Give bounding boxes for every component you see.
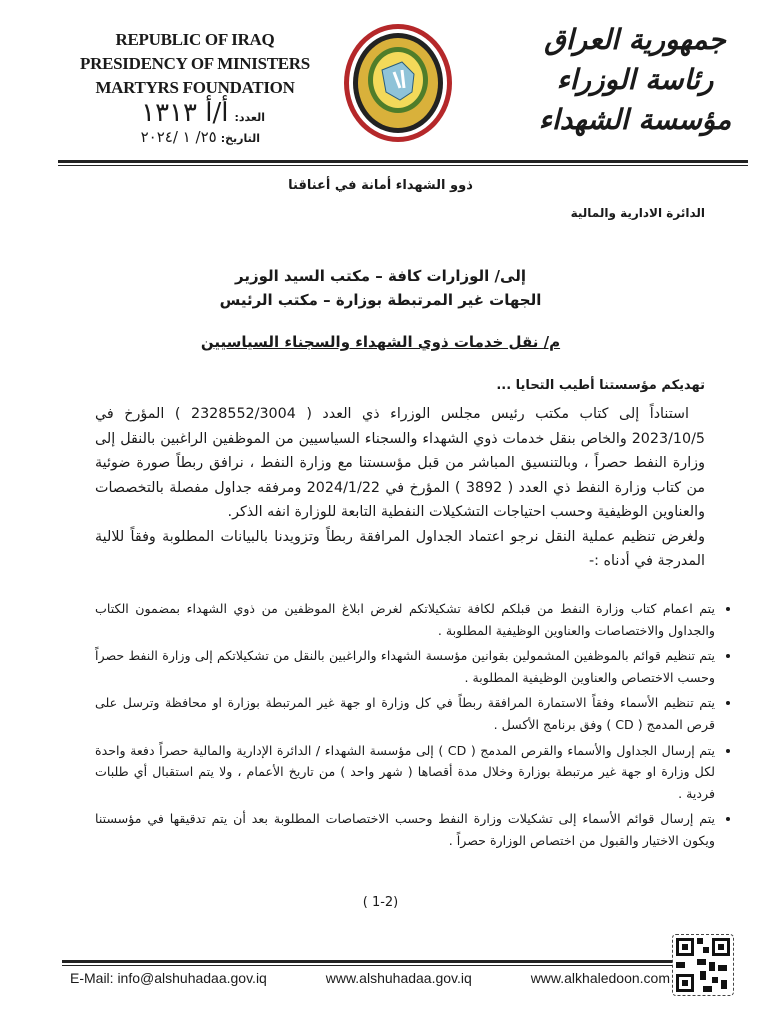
header-divider bbox=[58, 165, 748, 166]
list-item: • يتم إرسال الجداول والأسماء والقرص المدمج ( CD ) إلى مؤسسة الشهداء / الدائرة الإدارية والمالية حصراً دفعة واحدة لكل وزارة او جهة غير مرتبطة بوزارة وخلال مدة أقصاها ( شهر واحد ) من تاريخ الأعمام ، ولا يتم استقبال أي طلبات فردية . bbox=[95, 740, 715, 805]
list-item: • يتم اعمام كتاب وزارة النفط من قبلكم لكافة تشكيلاتكم لغرض ابلاغ الموظفين من ذوي الشهداء بمضمون الكتاب والجداول والاختصاصات والعناوين الوظيفية المطلوبة . bbox=[95, 598, 715, 641]
header-divider bbox=[58, 160, 748, 163]
letterhead-line: جمهورية العراق bbox=[544, 23, 726, 56]
letterhead-line: رئاسة الوزراء bbox=[556, 63, 714, 96]
ref-value: أ/أ ١٣١٣ bbox=[141, 98, 229, 128]
footer-divider bbox=[62, 960, 672, 963]
letterhead-line: PRESIDENCY OF MINISTERS bbox=[80, 54, 310, 73]
letterhead-line: مؤسسة الشهداء bbox=[538, 103, 732, 136]
ref-label: العدد: bbox=[234, 111, 265, 124]
letterhead-line: REPUBLIC OF IRAQ bbox=[115, 30, 275, 49]
document-date bbox=[110, 128, 260, 146]
footer-divider bbox=[62, 965, 672, 966]
list-item: • يتم تنظيم الأسماء وفقاً الاستمارة المرافقة ربطاً في كل وزارة او جهة غير المرتبطة بوزارة او محافظة وترسل على قرص المدمج ( CD ) وفق برنامج الأكسل . bbox=[95, 692, 715, 735]
list-item: • يتم تنظيم قوائم بالموظفين المشمولين بقوانين مؤسسة الشهداء والراغبين بالنقل من تشكيلاتكم إلى وزارة النفط حصراً وحسب الاختصاص والعناوين الوظيفية المطلوبة . bbox=[95, 645, 715, 688]
motto: ذوو الشهداء أمانة في أعناقنا bbox=[288, 178, 473, 193]
qr-code bbox=[672, 934, 734, 996]
footer-website[interactable]: www.alshuhadaa.gov.iq bbox=[325, 970, 472, 986]
date-label: التاريخ: bbox=[220, 132, 260, 145]
body-paragraph: استناداً إلى كتاب مكتب رئيس مجلس الوزراء ذي العدد ( 2328552/3004 ) المؤرخ في 2023/10/5 والخاص بنقل خدمات ذوي الشهداء والسجناء السياسيين من الموظفين الراغبين بالنقل إلى وزارة النفط حصراً ، وبالتنسيق المباشر من قبل مؤسستنا مع وزارة النفط ، نرافق ربطاً صورة ضوئية من كتاب وزارة النفط ذي العدد ( 3892 ) المؤرخ في 2024/1/22 ومرفقه جداول مفصلة بالتخصصات والعناوين الوظيفية وحسب احتياجات التشكيلات النفطية التابعة للوزارة انفه الذكر. bbox=[95, 406, 705, 520]
addressees bbox=[0, 264, 761, 312]
footer-email[interactable]: E-Mail: info@alshuhadaa.gov.iq bbox=[70, 970, 267, 986]
footer-website[interactable]: www.alkhaledoon.com bbox=[530, 970, 670, 986]
date-value: ٢٥/ ١ /٢٠٢٤ bbox=[140, 128, 217, 146]
page-number: ( 1-2) bbox=[362, 895, 399, 910]
subject bbox=[0, 333, 761, 351]
letterhead-line: MARTYRS FOUNDATION bbox=[95, 78, 295, 97]
procedure-list bbox=[95, 598, 731, 856]
greeting: تهديكم مؤسستنا أطيب التحايا ... bbox=[496, 378, 705, 393]
body-paragraph: ولغرض تنظيم عملية النقل نرجو اعتماد الجداول المرافقة ربطاً وتزويدنا بالبيانات المطلوبة وفقاً للالية المدرجة في أدناه :- bbox=[95, 528, 705, 569]
foundation-emblem bbox=[342, 22, 454, 144]
department: الدائرة الادارية والمالية bbox=[570, 206, 705, 220]
addressee-line: إلى/ الوزارات كافة – مكتب السيد الوزير bbox=[235, 267, 526, 285]
footer bbox=[70, 970, 670, 986]
reference-number bbox=[95, 98, 265, 128]
letter-body bbox=[95, 402, 705, 574]
subject-text: م/ نقل خدمات ذوي الشهداء والسجناء السياسيين bbox=[200, 333, 561, 351]
list-item: • يتم إرسال قوائم الأسماء إلى تشكيلات وزارة النفط وحسب الاختصاصات المطلوبة بعد أن يتم تدقيقها في مؤسستنا ويكون الاختيار والقبول من اختصاص الوزارة حصراً . bbox=[95, 808, 715, 851]
arabic-letterhead bbox=[530, 20, 740, 140]
addressee-line: الجهات غير المرتبطة بوزارة – مكتب الرئيس bbox=[219, 291, 542, 309]
english-letterhead bbox=[70, 28, 320, 100]
